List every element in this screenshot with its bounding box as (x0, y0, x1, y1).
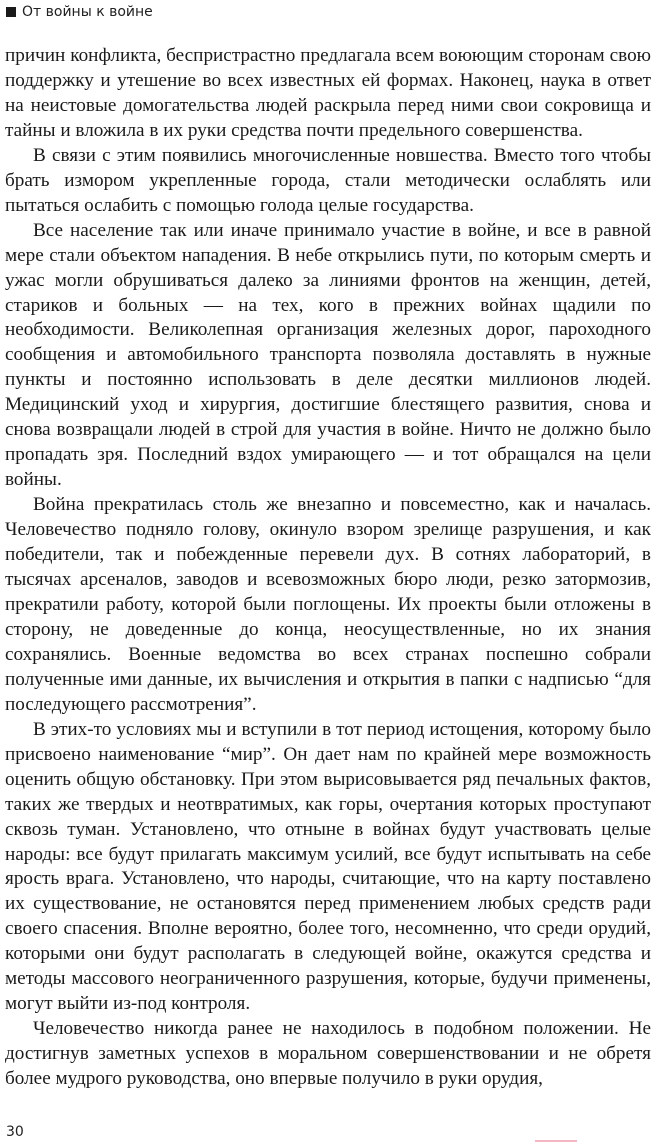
bottom-edge-mark (535, 1140, 577, 1142)
paragraph-6: Человечество никогда ранее не находилось в подобном положении. Не достигнув заметных успехов в моральном совершенствовании и не обретя более мудрого руководства, оно впервые получило в руки орудия, (5, 1018, 651, 1090)
header-square-icon (6, 7, 16, 17)
paragraph-2: В связи с этим появились многочисленные новшества. Вместо того чтобы брать измором укрепленные города, стали методически ослаблять или пытаться ослабить с помощью голода целые государства. (5, 144, 651, 216)
page-number: 30 (6, 1124, 24, 1140)
paragraph-3: Все население так или иначе принимало участие в войне, и все в равной мере стали объектом нападения. В небе открылись пути, по которым смерть и ужас могли обрушиваться далеко за линиями фронтов на женщин, детей, стариков и больных — на тех, кого в прежних войнах щадили по необходимости. Великолепная организация железных дорог, пароходного сообщения и автомобильного транспорта позволяла доставлять в нужные пункты и постоянно использовать в деле десятки миллионов людей. Медицинский уход и хирургия, достигшие блестящего развития, снова и снова возвращали людей в строй для участия в войне. Ничто не должно было пропадать зря. Последний вздох умирающего — и тот обращался на цели войны. (5, 219, 651, 491)
running-header (6, 3, 153, 21)
running-header-title: От войны к войне (22, 4, 153, 20)
paragraph-4: Война прекратилась столь же внезапно и повсеместно, как и началась. Человечество подняло голову, окинуло взором зрелище разрушения, и как победители, так и побежденные перевели дух. В сотнях лабораторий, в тысячах арсеналов, заводов и всевозможных бюро люди, резко затормозив, прекратили работу, которой были поглощены. Их проекты были отложены в сторону, не доведенные до конца, неосуществленные, но их знания сохранялись. Военные ведомства во всех странах поспешно собрали полученные ими данные, их вычисления и открытия в папки с надписью “для последующего рассмотрения”. (5, 494, 651, 715)
paragraph-5: В этих-то условиях мы и вступили в тот период истощения, которому было присвоено наименование “мир”. Он дает нам по крайней мере возможность оценить общую обстановку. При этом вырисовывается ряд печальных фактов, таких же твердых и неотвратимых, как горы, очертания которых проступают сквозь туман. Установлено, что отныне в войнах будут участвовать целые народы: все будут прилагать максимум усилий, все будут испытывать на себе ярость врага. Установлено, что народы, считающие, что на карту поставлено их существование, не остановятся перед применением любых средств ради своего спасения. Вполне вероятно, более того, несомненно, что среди орудий, которыми они будут располагать в следующей войне, окажутся средства и методы массового неограниченного разрушения, которые, будучи применены, могут выйти из-под контроля. (5, 718, 651, 1015)
paragraph-1: причин конфликта, беспристрастно предлагала всем воюющим сторонам свою поддержку и утешение во всех известных ей формах. Наконец, наука в ответ на неистовые домогательства людей раскрыла перед ними свои сокровища и тайны и вложила в их руки средства почти предельного совершенства. (5, 45, 651, 141)
body-text (5, 44, 651, 1092)
